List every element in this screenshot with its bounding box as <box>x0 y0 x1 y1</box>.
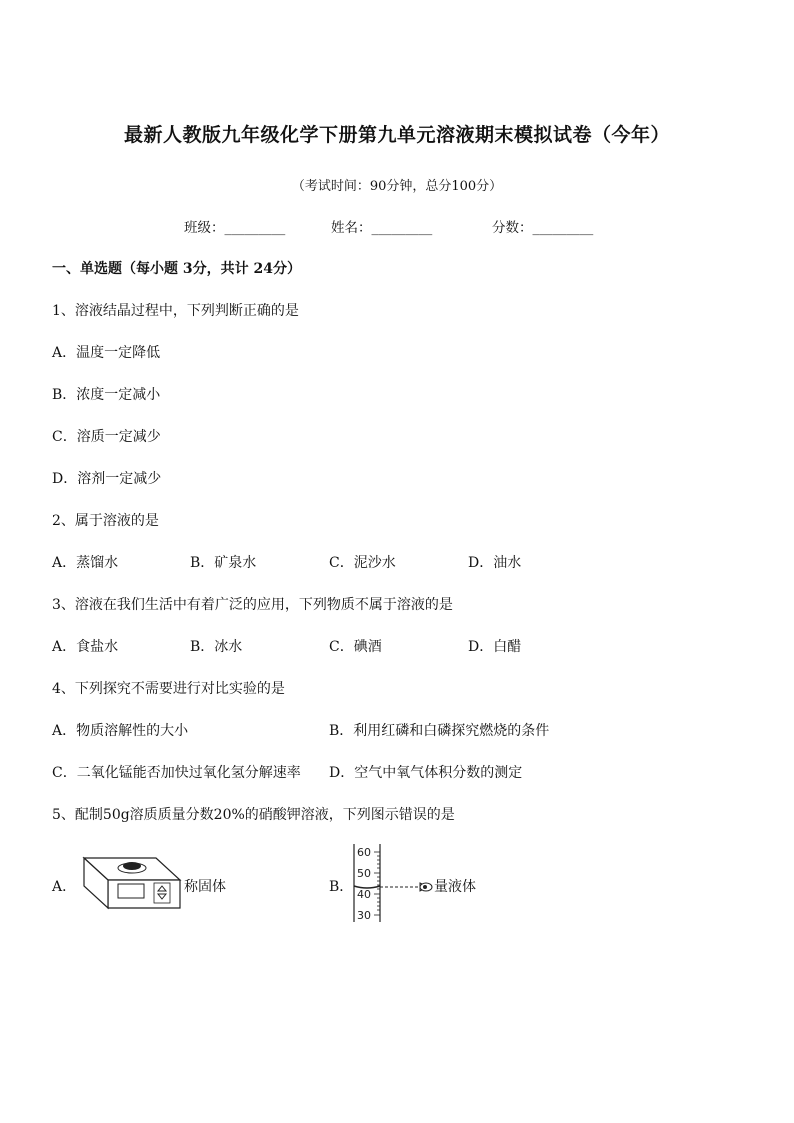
option-c[interactable]: C．泥沙水 <box>329 555 396 571</box>
score-label: 分数： <box>492 220 533 236</box>
option-a[interactable]: A． <box>52 879 77 895</box>
option-b[interactable]: B．浓度一定减小 <box>52 387 161 403</box>
option-d[interactable]: D．溶剂一定减少 <box>52 471 162 487</box>
option-b[interactable]: B．矿泉水 <box>190 555 257 571</box>
name-label: 姓名： <box>331 220 372 236</box>
option-c[interactable]: C．溶质一定减少 <box>52 429 161 445</box>
option-a[interactable]: A．温度一定降低 <box>52 345 161 361</box>
option-c[interactable]: C．二氧化锰能否加快过氧化氢分解速率 <box>52 765 301 781</box>
question-stem: 3、溶液在我们生活中有着广泛的应用，下列物质不属于溶液的是 <box>52 597 453 613</box>
section-heading: 一、单选题（每小题 3分，共计 24分） <box>52 261 301 277</box>
option-b[interactable]: B．利用红磷和白磷探究燃烧的条件 <box>329 723 550 739</box>
name-field <box>331 216 432 236</box>
exam-title: 最新人教版九年级化学下册第九单元溶液期末模拟试卷（今年） <box>123 124 670 146</box>
figure-b-caption: 量液体 <box>434 879 476 895</box>
scale-label-30: 30 <box>357 909 371 922</box>
scale-label-50: 50 <box>357 867 371 880</box>
option-a[interactable]: A．蒸馏水 <box>52 555 119 571</box>
option-a[interactable]: A．物质溶解性的大小 <box>52 723 189 739</box>
question-stem: 1、溶液结晶过程中，下列判断正确的是 <box>52 303 299 319</box>
option-c[interactable]: C．碘酒 <box>329 639 382 655</box>
score-blank[interactable]: _________ <box>532 220 594 236</box>
question-stem: 5、配制50g溶质质量分数20%的硝酸钾溶液，下列图示错误的是 <box>52 807 455 823</box>
exam-subtitle: （考试时间：90分钟，总分100分） <box>291 179 503 194</box>
option-d[interactable]: D．空气中氧气体积分数的测定 <box>329 765 523 781</box>
class-field <box>184 216 285 236</box>
cylinder-diagram <box>348 840 438 925</box>
balance-diagram <box>76 850 186 920</box>
score-field <box>492 216 593 236</box>
option-b[interactable]: B．冰水 <box>190 639 243 655</box>
class-label: 班级： <box>184 220 225 236</box>
name-blank[interactable]: _________ <box>371 220 433 236</box>
question-stem: 2、属于溶液的是 <box>52 513 159 529</box>
option-d[interactable]: D．油水 <box>468 555 522 571</box>
option-d[interactable]: D．白醋 <box>468 639 522 655</box>
option-b[interactable]: B． <box>329 879 354 895</box>
option-a[interactable]: A．食盐水 <box>52 639 119 655</box>
figure-a-caption: 称固体 <box>184 879 226 895</box>
question-stem: 4、下列探究不需要进行对比实验的是 <box>52 681 285 697</box>
scale-label-40: 40 <box>357 888 371 901</box>
scale-label-60: 60 <box>357 846 371 859</box>
class-blank[interactable]: _________ <box>224 220 286 236</box>
